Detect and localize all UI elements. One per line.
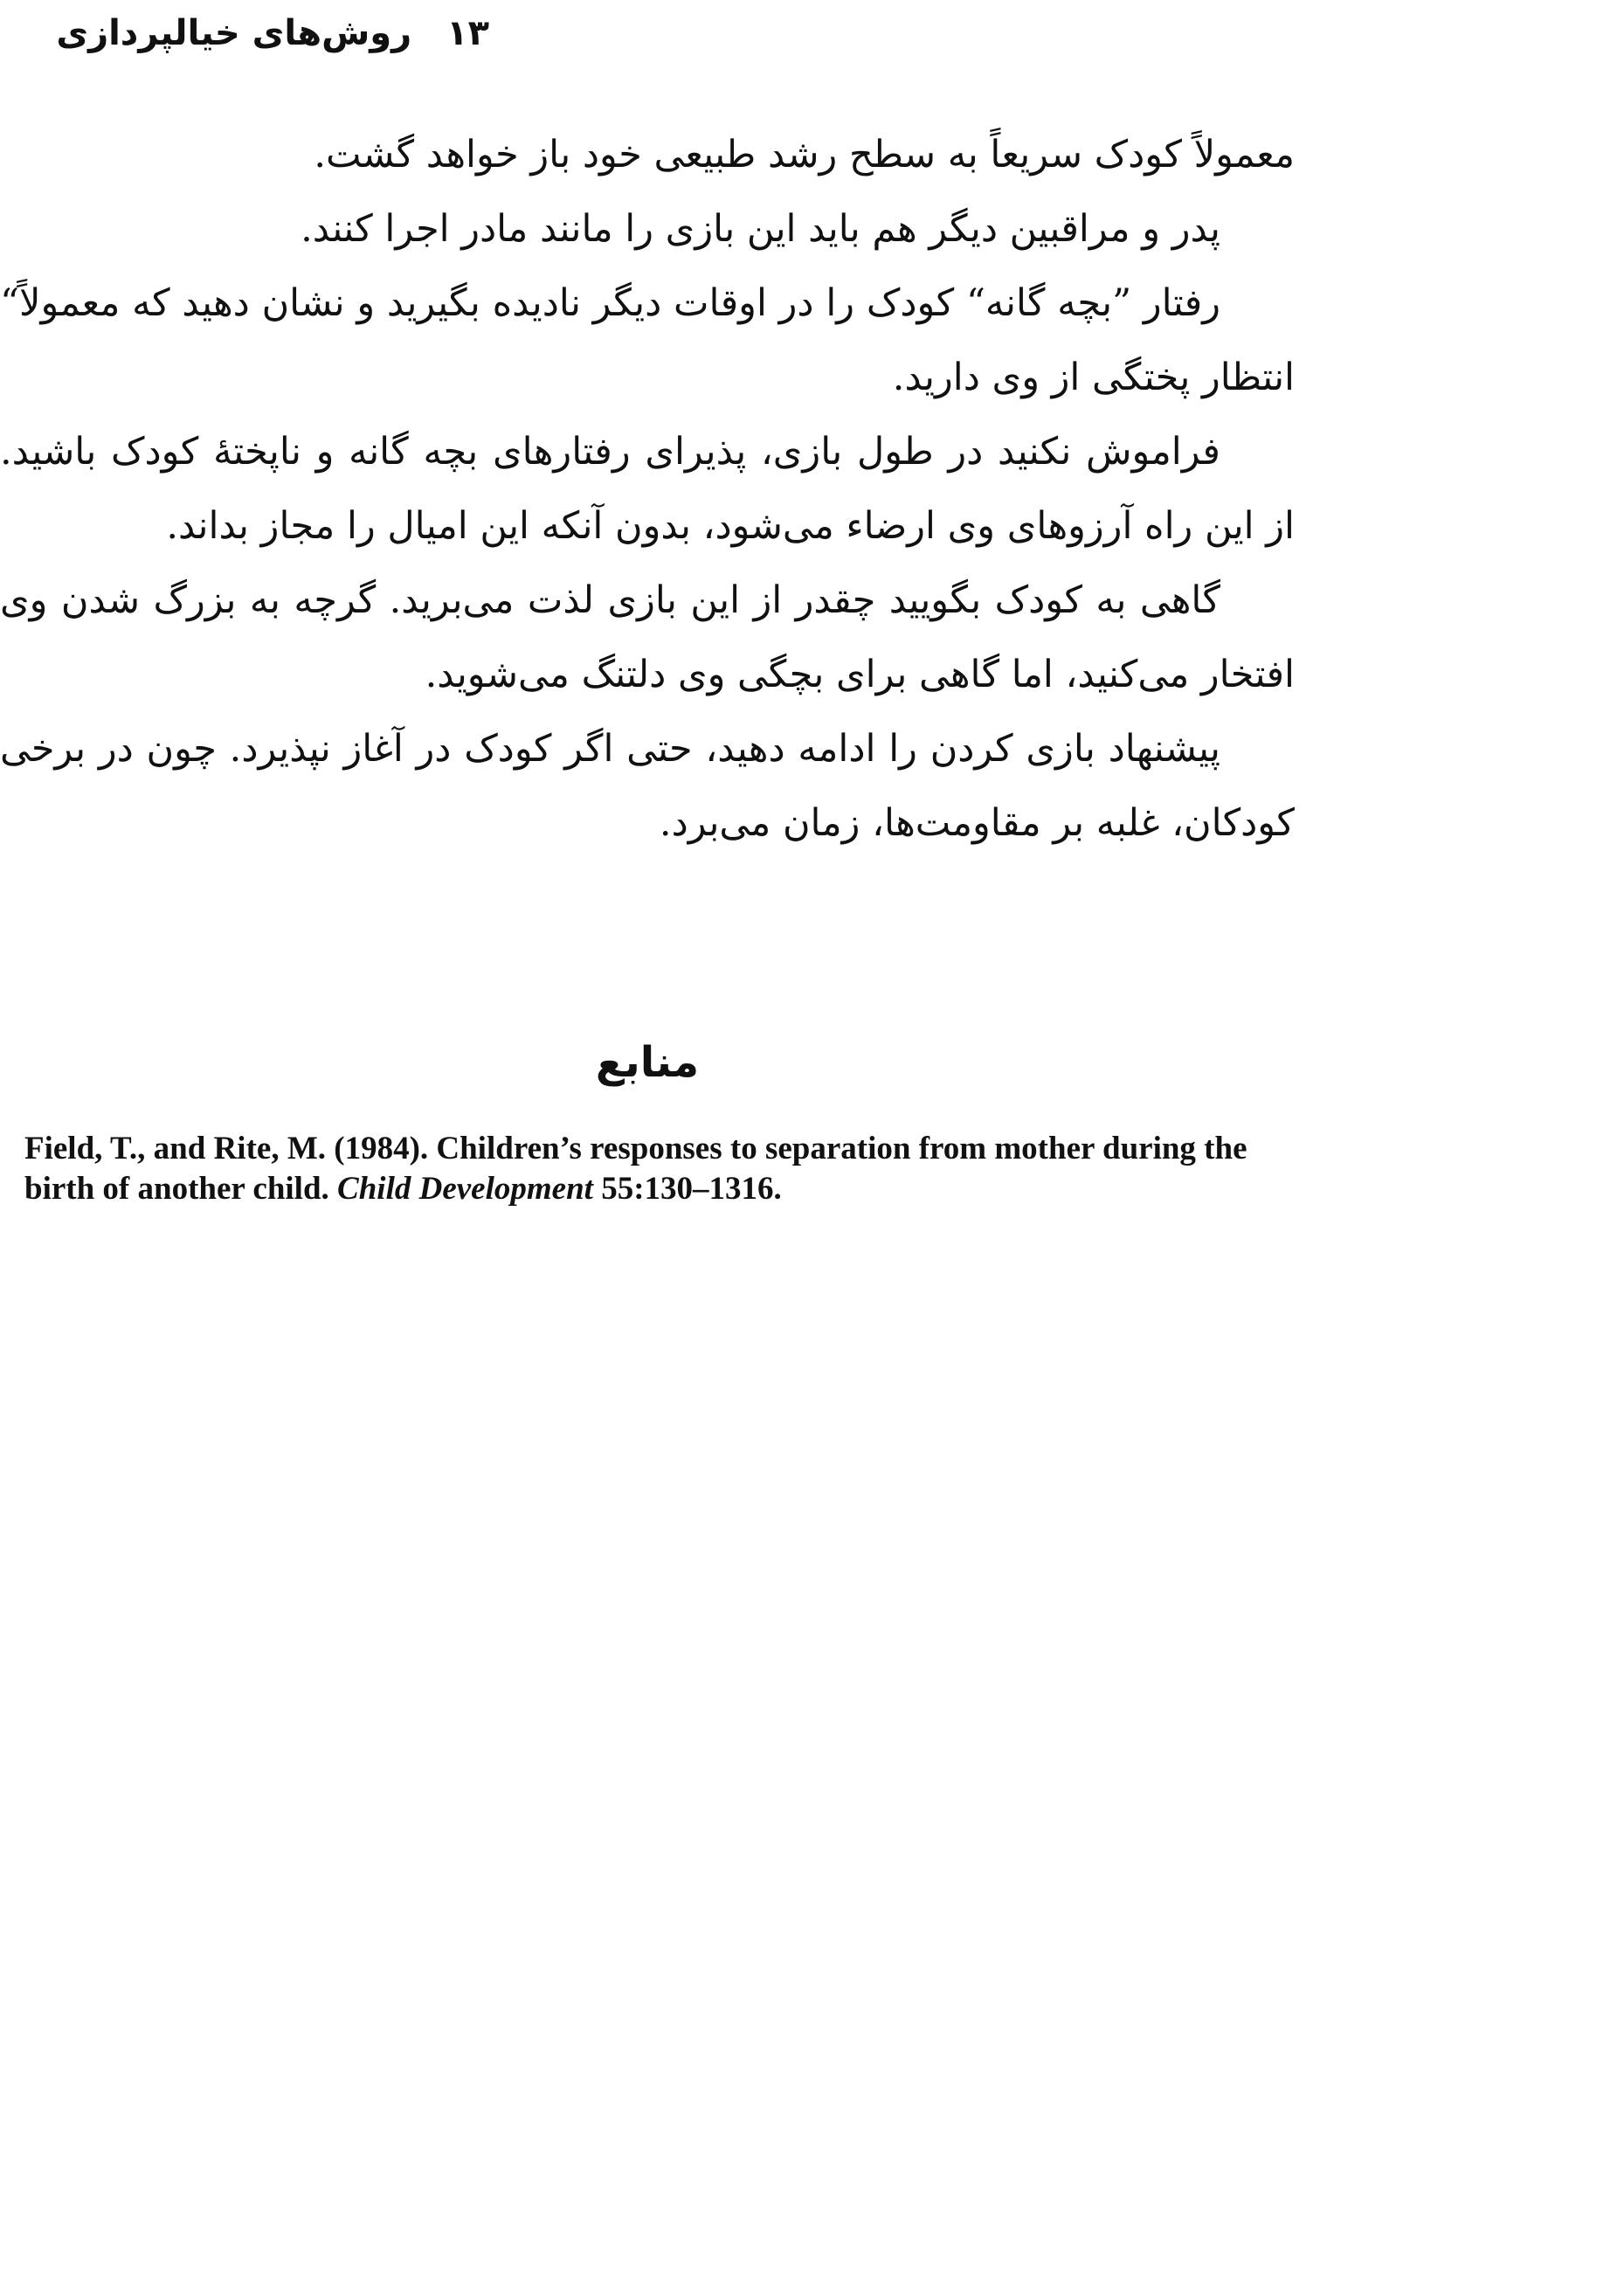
reference-text: Field, T., and Rite, M. (1984). Children’s responses to separation from mother during the birth of another child. [24,1131,1247,1207]
paragraph: گاهی به کودک بگویید چقدر از این بازی لذت می‌برید. گرچه به بزرگ شدن وی افتخار می‌کنید، اما گاهی برای بچگی وی دلتنگ می‌شوید. [0,578,1295,696]
page-number: ۱۳ [446,13,489,53]
running-title: روش‌های خیالپردازی [56,13,412,53]
paragraph: معمولاً کودک سریعاً به سطح رشد طبیعی خود باز خواهد گشت. [314,133,1295,176]
paragraph: رفتار ”بچه گانه“ کودک را در اوقات دیگر نادیده بگیرید و نشان دهید که معمولاً“ انتظار پختگی از وی دارید. [0,281,1295,399]
references-heading: منابع [595,1038,700,1087]
reference-journal: Child Development [337,1171,593,1207]
paragraph: فراموش نکنید در طول بازی، پذیرای رفتارهای بچه گانه و ناپختهٔ کودک باشید. از این راه آرزوهای وی ارضاء می‌شود، بدون آنکه این امیال را مجاز بداند. [0,430,1295,548]
reference-entry [24,1129,1282,1209]
reference-volume: 55:130–1316. [592,1171,782,1207]
running-head [0,7,489,59]
paragraph: پدر و مراقبین دیگر هم باید این بازی را مانند مادر اجرا کنند. [301,207,1220,251]
body-text [0,118,1295,861]
references-list [24,1129,1282,1209]
paragraph: پیشنهاد بازی کردن را ادامه دهید، حتی اگر کودک در آغاز نپذیرد. چون در برخی کودکان، غلبه بر مقاومت‌ها، زمان می‌برد. [0,727,1295,845]
